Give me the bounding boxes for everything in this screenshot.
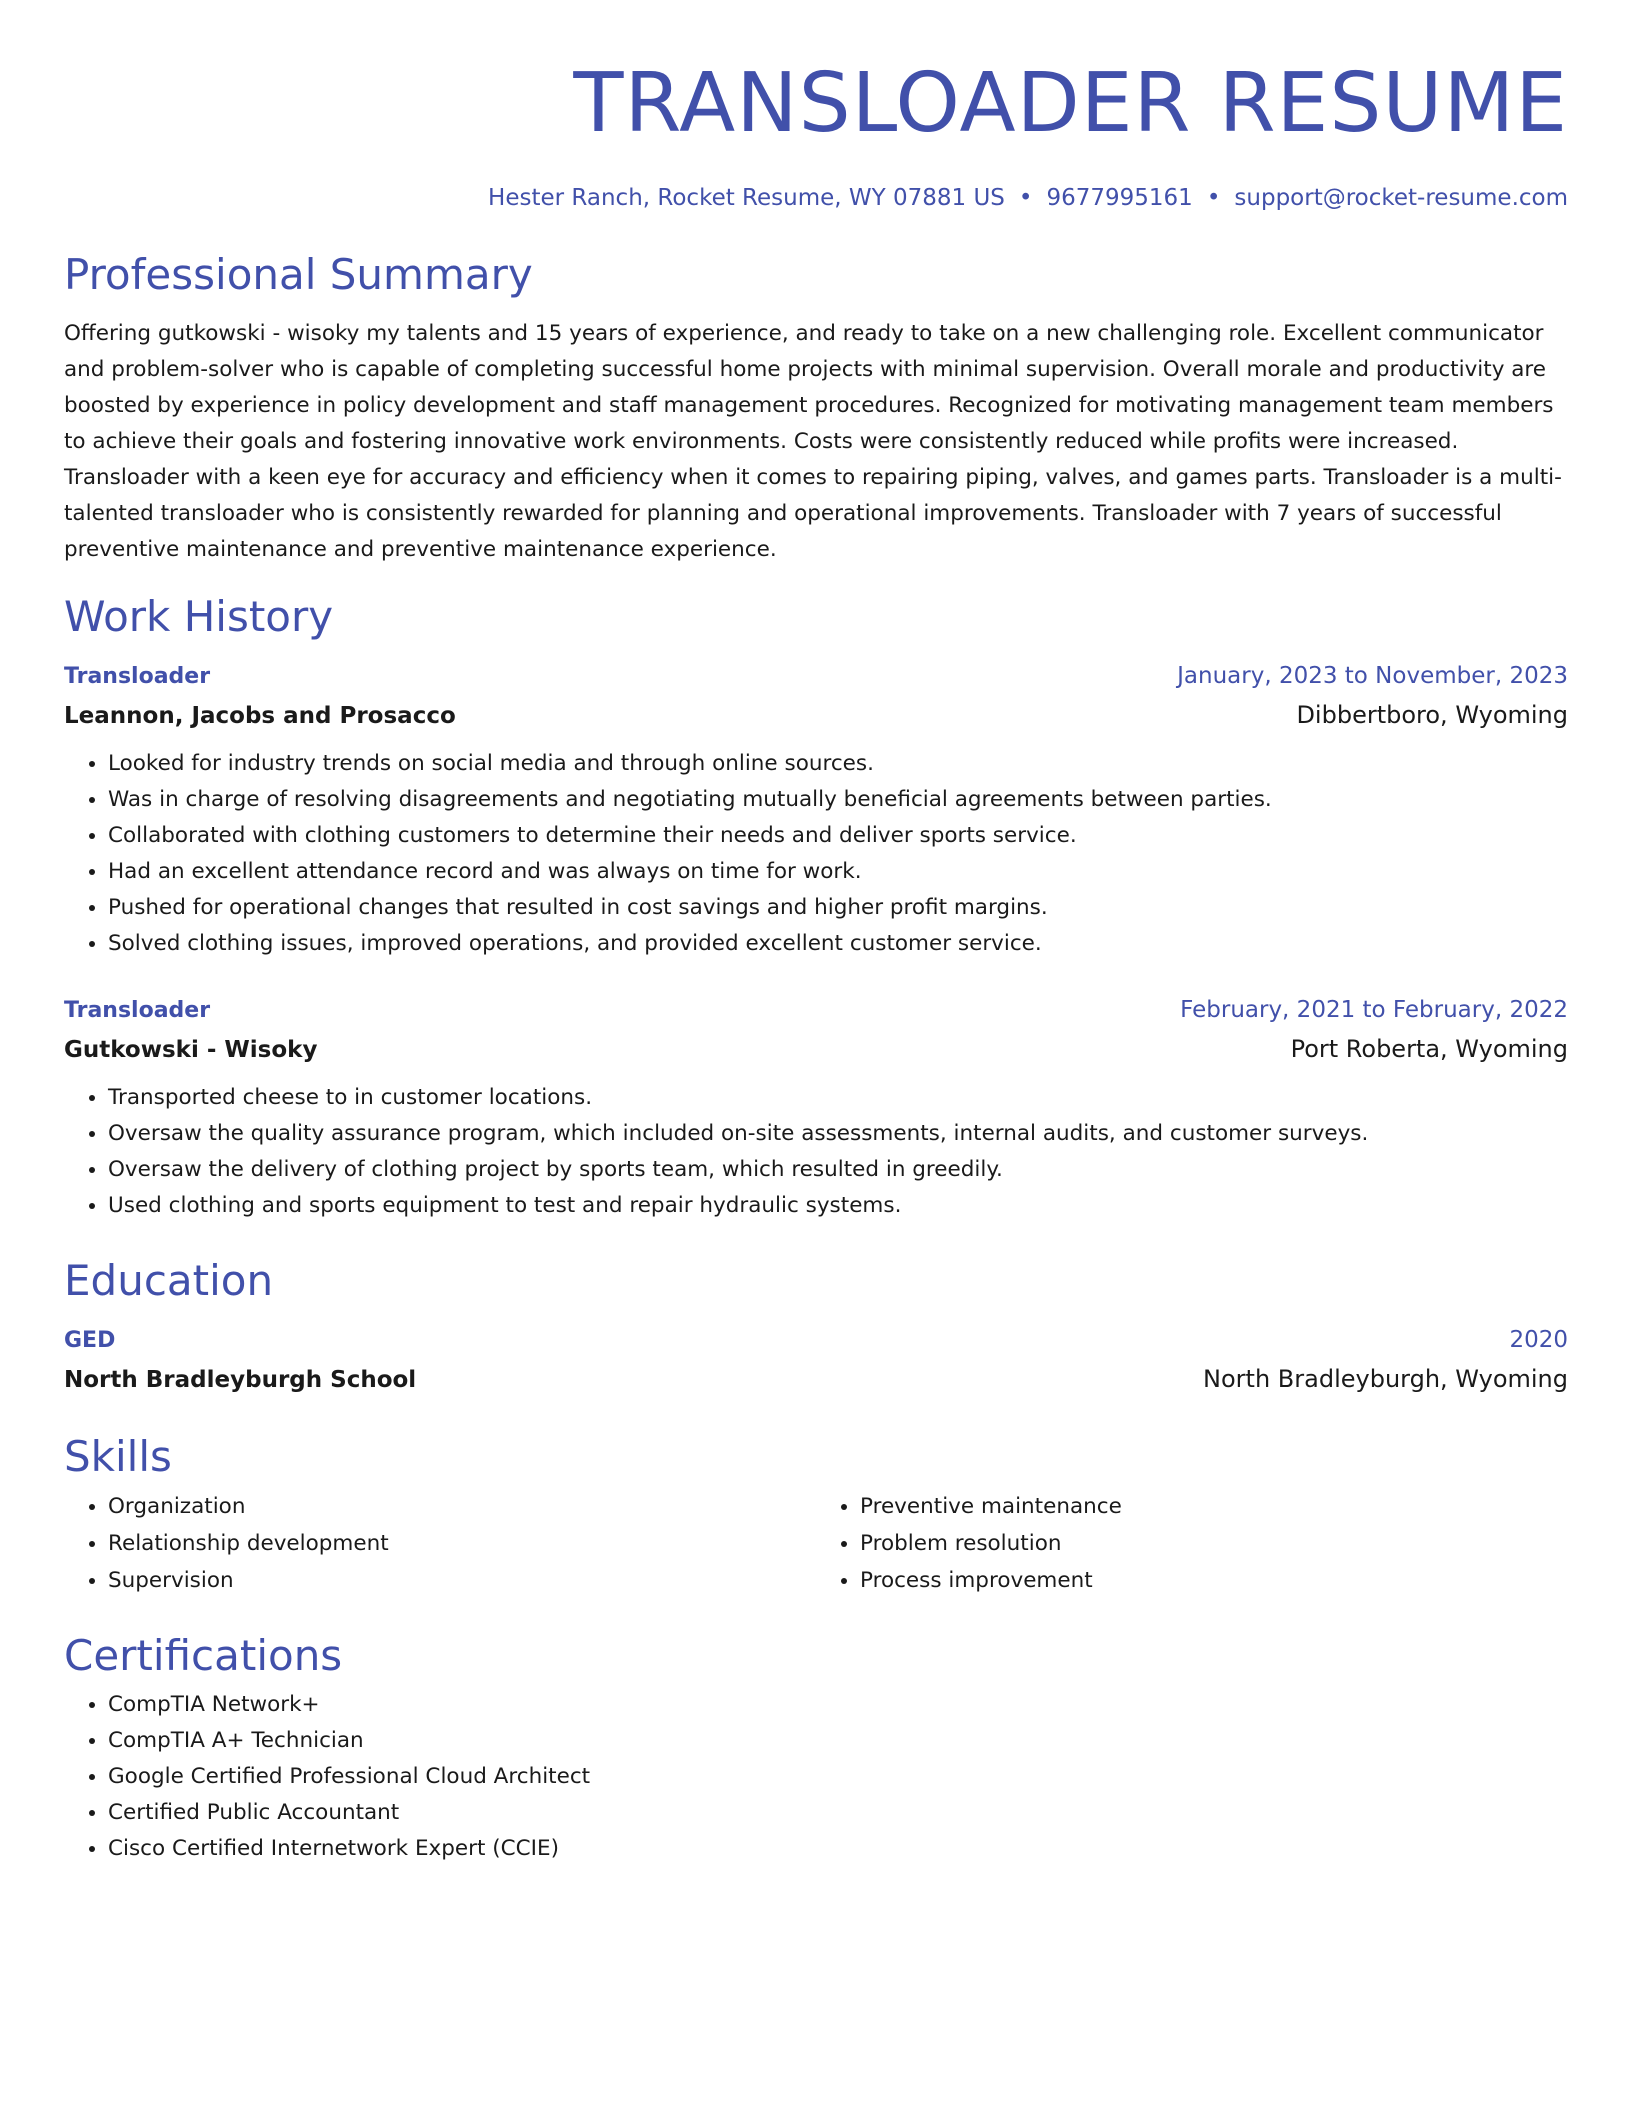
job-bullet: • Used clothing and sports equipment to test and repair hydraulic systems.: [108, 1188, 1568, 1224]
job-dates: February, 2021 to February, 2022: [1180, 997, 1568, 1023]
education-year: 2020: [1509, 1327, 1568, 1353]
job-bullet: • Transported cheese to in customer locations.: [108, 1080, 1568, 1116]
job-bullets: [64, 1080, 1568, 1224]
certification-item: • Cisco Certified Internetwork Expert (CCIE): [108, 1831, 1568, 1867]
skills-column-left: [64, 1488, 816, 1599]
contact-email: support@rocket-resume.com: [1234, 185, 1568, 211]
job-bullet: • Solved clothing issues, improved operations, and provided excellent customer service.: [108, 926, 1568, 962]
job-entry: [64, 992, 1568, 1224]
job-bullet: • Pushed for operational changes that resulted in cost savings and higher profit margins.: [108, 890, 1568, 926]
contact-address: Hester Ranch, Rocket Resume, WY 07881 US: [488, 185, 1005, 211]
job-location: Dibbertboro, Wyoming: [1296, 701, 1568, 729]
skills-list: [64, 1488, 1568, 1599]
education-location: North Bradleyburgh, Wyoming: [1203, 1365, 1568, 1393]
skill-item: • Preventive maintenance: [860, 1488, 1568, 1525]
job-company: Leannon, Jacobs and Prosacco: [64, 703, 456, 729]
skill-item: • Relationship development: [108, 1525, 816, 1562]
contact-phone: 9677995161: [1046, 185, 1193, 211]
job-bullet: • Looked for industry trends on social media and through online sources.: [108, 746, 1568, 782]
skills-column-right: [816, 1488, 1568, 1599]
job-dates: January, 2023 to November, 2023: [1177, 663, 1568, 689]
skill-item: • Organization: [108, 1488, 816, 1525]
education-degree: GED: [64, 1328, 116, 1353]
contact-separator: •: [1018, 185, 1033, 211]
contact-line: [64, 182, 1568, 214]
contact-separator: •: [1206, 185, 1221, 211]
job-title: Transloader: [64, 998, 211, 1023]
skill-item: • Process improvement: [860, 1562, 1568, 1599]
skills-heading: Skills: [64, 1432, 172, 1481]
resume-title: TRANSLOADER RESUME: [573, 56, 1568, 151]
certifications-list: [64, 1687, 1568, 1867]
job-bullet: • Oversaw the quality assurance program, which included on-site assessments, internal audits, and customer surveys.: [108, 1116, 1568, 1152]
job-company: Gutkowski - Wisoky: [64, 1037, 318, 1063]
job-bullet: • Was in charge of resolving disagreements and negotiating mutually beneficial agreements between parties.: [108, 782, 1568, 818]
job-bullet: • Had an excellent attendance record and was always on time for work.: [108, 854, 1568, 890]
summary-text: Offering gutkowski - wisoky my talents and 15 years of experience, and ready to take on a new challenging role. Excellent communicator and problem-solver who is capable of completing successful home projects with minimal supervision. Overall morale and productivity are boosted by experience in policy development and staff management procedures. Recognized for motivating management team members to achieve their goals and fostering innovative work environments. Costs were consistently reduced while profits were increased. Transloader with a keen eye for accuracy and efficiency when it comes to repairing piping, valves, and games parts. Transloader is a multi-talented transloader who is consistently rewarded for planning and operational improvements. Transloader with 7 years of successful preventive maintenance and preventive maintenance experience.: [64, 321, 1562, 562]
job-bullet: • Oversaw the delivery of clothing project by sports team, which resulted in greedily.: [108, 1152, 1568, 1188]
certification-item: • CompTIA Network+: [108, 1687, 1568, 1723]
certification-item: • CompTIA A+ Technician: [108, 1723, 1568, 1759]
job-bullets: [64, 746, 1568, 962]
work-history-heading: Work History: [64, 592, 334, 641]
resume-header: [64, 56, 1568, 214]
skill-item: • Problem resolution: [860, 1525, 1568, 1562]
job-location: Port Roberta, Wyoming: [1290, 1035, 1568, 1063]
education-entry: [64, 1322, 1568, 1400]
job-entry: [64, 658, 1568, 962]
summary-heading: Professional Summary: [64, 250, 533, 299]
education-school: North Bradleyburgh School: [64, 1367, 417, 1393]
skill-item: • Supervision: [108, 1562, 816, 1599]
job-title: Transloader: [64, 664, 211, 689]
certification-item: • Certified Public Accountant: [108, 1795, 1568, 1831]
education-heading: Education: [64, 1256, 274, 1305]
certification-item: • Google Certified Professional Cloud Architect: [108, 1759, 1568, 1795]
job-bullet: • Collaborated with clothing customers to determine their needs and deliver sports service.: [108, 818, 1568, 854]
certifications-heading: Certifications: [64, 1631, 343, 1680]
